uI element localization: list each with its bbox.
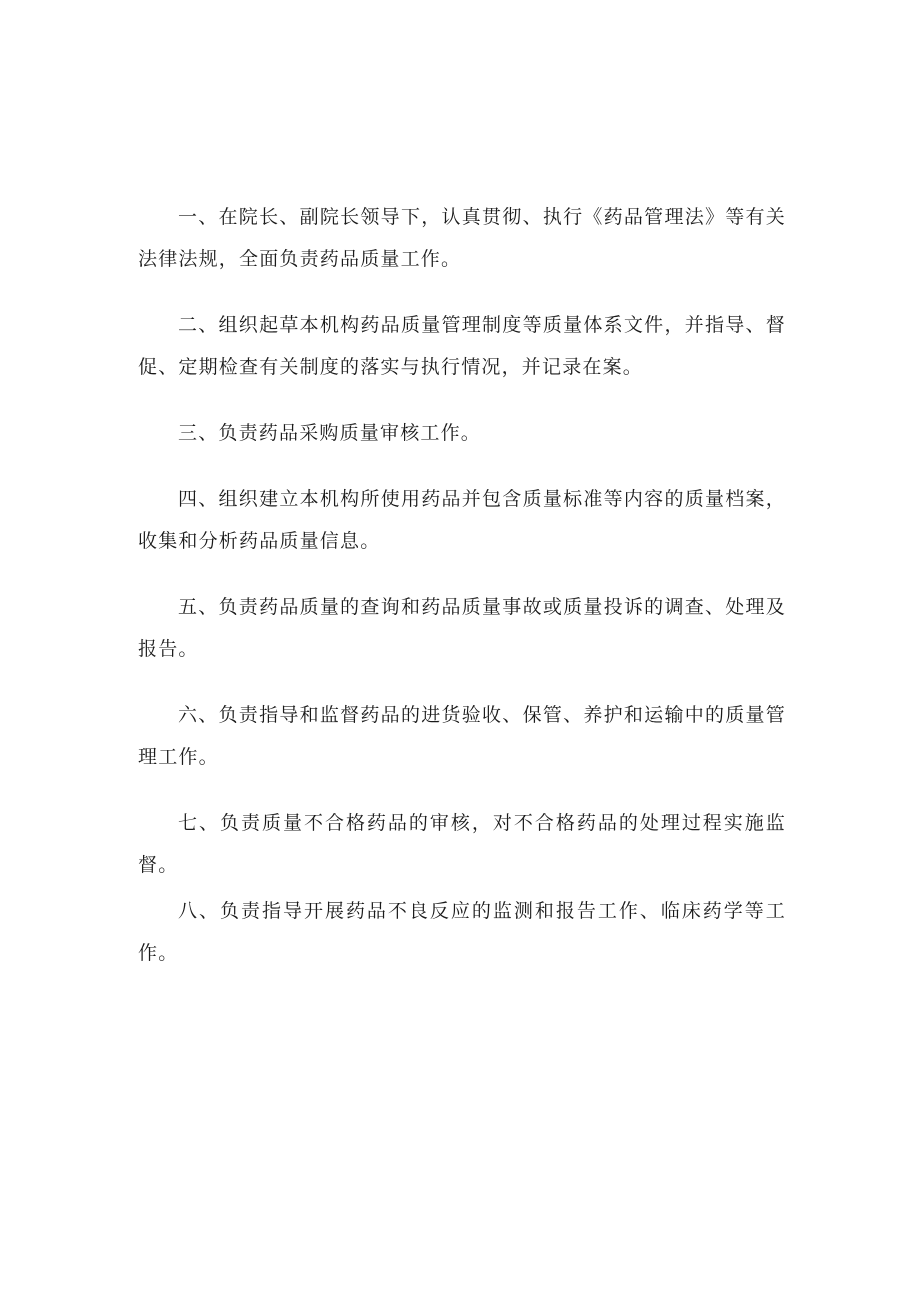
paragraph-3: 三、负责药品采购质量审核工作。 xyxy=(178,422,482,444)
paragraph-7: 七、负责质量不合格药品的审核，对不合格药品的处理过程实施监督。 xyxy=(138,812,786,876)
paragraph-2: 二、组织起草本机构药品质量管理制度等质量体系文件，并指导、督促、定期检查有关制度的落实与执行情况，并记录在案。 xyxy=(138,314,786,378)
paragraph-1: 一、在院长、副院长领导下，认真贯彻、执行《药品管理法》等有关法律法规，全面负责药品质量工作。 xyxy=(138,206,786,270)
paragraph-8: 八、负责指导开展药品不良反应的监测和报告工作、临床药学等工作。 xyxy=(138,900,786,964)
document-body xyxy=(138,196,786,998)
paragraph-4: 四、组织建立本机构所使用药品并包含质量标准等内容的质量档案，收集和分析药品质量信息。 xyxy=(138,488,786,552)
paragraph-6: 六、负责指导和监督药品的进货验收、保管、养护和运输中的质量管理工作。 xyxy=(138,704,786,768)
paragraph-5: 五、负责药品质量的查询和药品质量事故或质量投诉的调查、处理及报告。 xyxy=(138,596,786,660)
